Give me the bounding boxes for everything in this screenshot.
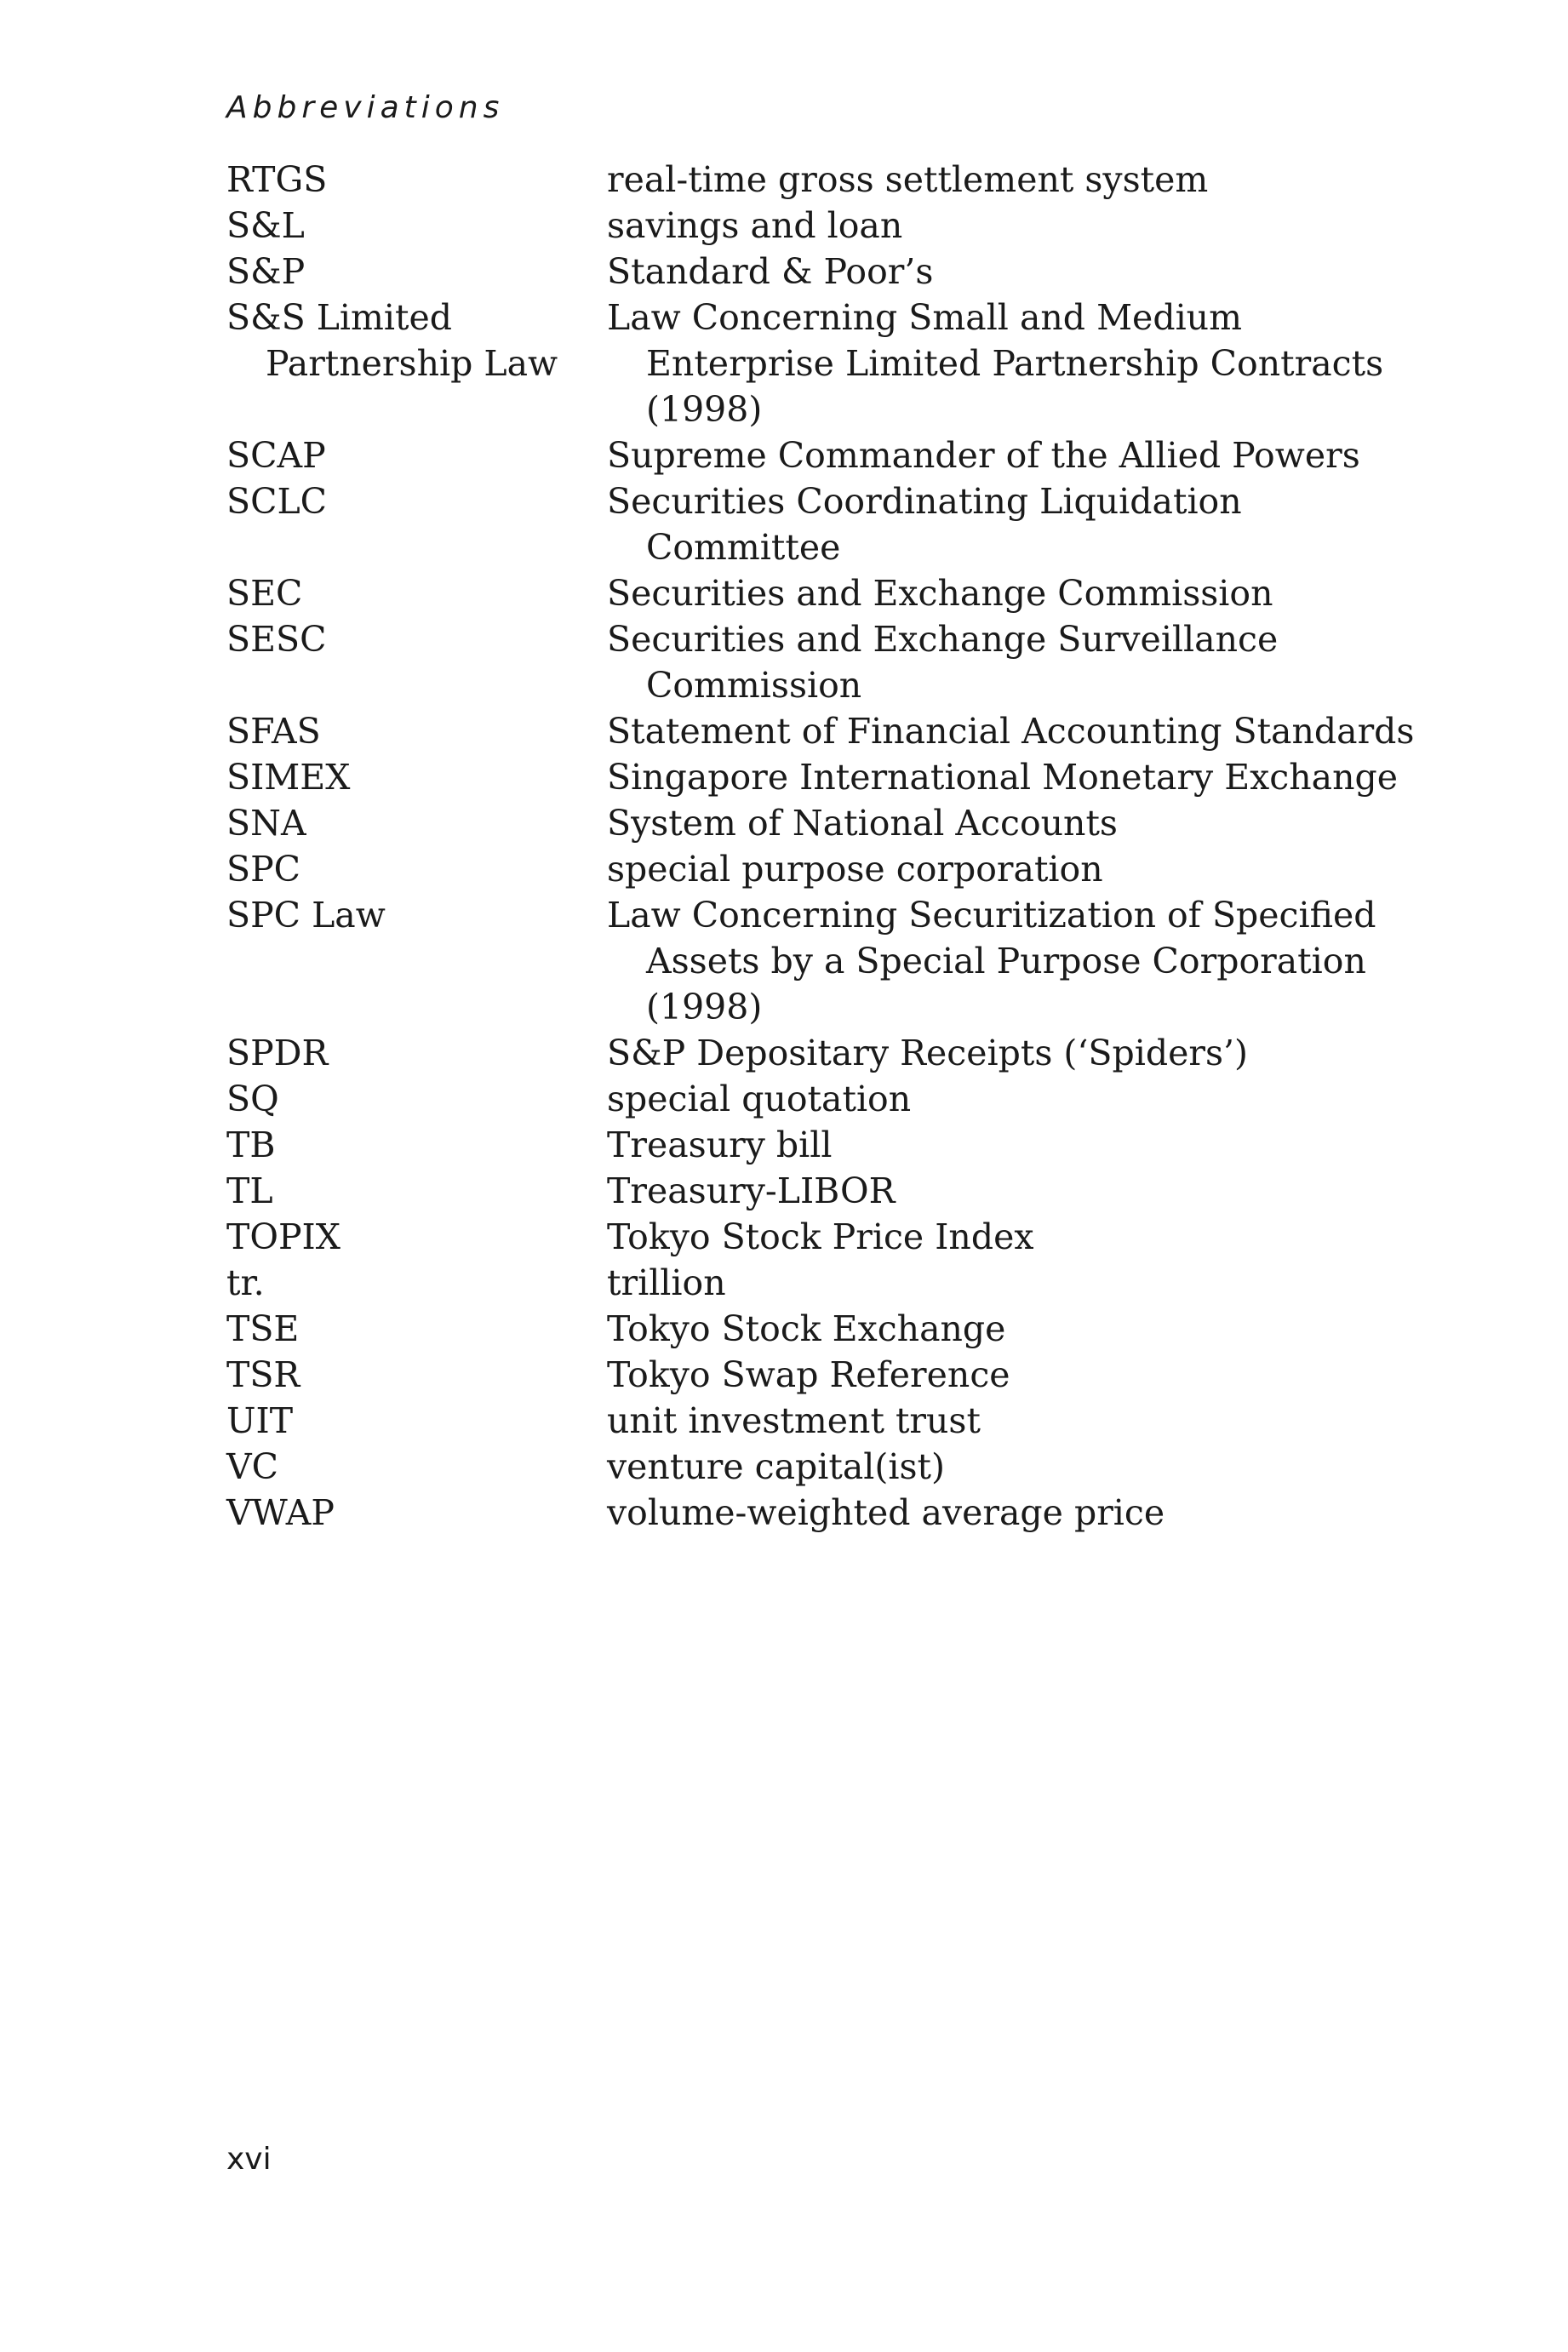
definition-line: Commission bbox=[646, 665, 862, 706]
abbreviation-definition bbox=[607, 1352, 1469, 1398]
abbreviation-definition bbox=[607, 432, 1469, 478]
definition-line: special purpose corporation bbox=[607, 849, 1103, 890]
abbreviation-definition bbox=[607, 1398, 1469, 1444]
term-line: SPC bbox=[226, 849, 301, 890]
abbreviation-entry bbox=[226, 1306, 1469, 1352]
abbreviation-definition bbox=[607, 616, 1469, 708]
abbreviation-term bbox=[226, 616, 607, 708]
abbreviation-entry bbox=[226, 846, 1469, 892]
term-line: SPDR bbox=[226, 1033, 329, 1073]
term-line: SCLC bbox=[226, 481, 328, 522]
abbreviation-definition bbox=[607, 1444, 1469, 1490]
term-line: SPC Law bbox=[226, 895, 386, 936]
abbreviation-entry bbox=[226, 295, 1469, 432]
term-line: SEC bbox=[226, 573, 303, 614]
definition-line: savings and loan bbox=[607, 205, 903, 246]
abbreviation-entry bbox=[226, 1490, 1469, 1536]
abbreviation-entry bbox=[226, 1076, 1469, 1122]
abbreviation-definition bbox=[607, 478, 1469, 570]
abbreviation-list bbox=[226, 157, 1469, 1536]
abbreviation-term bbox=[226, 1260, 607, 1306]
abbreviation-definition bbox=[607, 203, 1469, 249]
abbreviation-term bbox=[226, 570, 607, 616]
definition-line: Assets by a Special Purpose Corporation bbox=[646, 941, 1366, 981]
abbreviation-definition bbox=[607, 1260, 1469, 1306]
abbreviation-entry bbox=[226, 570, 1469, 616]
term-line: SFAS bbox=[226, 711, 321, 752]
abbreviation-entry bbox=[226, 1398, 1469, 1444]
definition-line: Standard & Poor’s bbox=[607, 251, 934, 292]
abbreviation-definition bbox=[607, 892, 1469, 1030]
definition-line: Committee bbox=[646, 527, 841, 568]
abbreviation-definition bbox=[607, 1076, 1469, 1122]
definition-line: (1998) bbox=[646, 987, 763, 1027]
abbreviation-term bbox=[226, 249, 607, 295]
term-line: SESC bbox=[226, 619, 327, 660]
term-line: TOPIX bbox=[226, 1216, 340, 1257]
page-number: xvi bbox=[226, 2142, 272, 2177]
abbreviation-entry bbox=[226, 1168, 1469, 1214]
term-line: TSR bbox=[226, 1354, 300, 1395]
abbreviation-entry bbox=[226, 1214, 1469, 1260]
abbreviation-entry bbox=[226, 616, 1469, 708]
abbreviation-entry bbox=[226, 754, 1469, 800]
abbreviation-definition bbox=[607, 249, 1469, 295]
term-line: TB bbox=[226, 1124, 276, 1165]
abbreviation-entry bbox=[226, 203, 1469, 249]
definition-line: Statement of Financial Accounting Standards bbox=[607, 711, 1415, 752]
abbreviation-definition bbox=[607, 157, 1469, 203]
term-line: S&L bbox=[226, 205, 305, 246]
term-line: SIMEX bbox=[226, 757, 351, 798]
definition-line: Law Concerning Securitization of Specified bbox=[607, 895, 1376, 936]
abbreviation-term bbox=[226, 295, 607, 432]
abbreviation-entry bbox=[226, 1352, 1469, 1398]
abbreviation-entry bbox=[226, 1030, 1469, 1076]
abbreviation-term bbox=[226, 892, 607, 1030]
abbreviation-term bbox=[226, 1076, 607, 1122]
abbreviation-definition bbox=[607, 1490, 1469, 1536]
definition-line: S&P Depositary Receipts (‘Spiders’) bbox=[607, 1033, 1249, 1073]
abbreviation-entry bbox=[226, 1260, 1469, 1306]
abbreviation-definition bbox=[607, 754, 1469, 800]
abbreviation-definition bbox=[607, 1122, 1469, 1168]
abbreviation-entry bbox=[226, 800, 1469, 846]
definition-line: real-time gross settlement system bbox=[607, 159, 1209, 200]
abbreviation-term bbox=[226, 1352, 607, 1398]
running-head: Abbreviations bbox=[226, 90, 505, 125]
term-line: SQ bbox=[226, 1079, 279, 1119]
definition-line: Treasury-LIBOR bbox=[607, 1170, 896, 1211]
term-line: S&P bbox=[226, 251, 306, 292]
definition-line: Supreme Commander of the Allied Powers bbox=[607, 435, 1360, 476]
abbreviation-term bbox=[226, 1214, 607, 1260]
abbreviation-term bbox=[226, 1030, 607, 1076]
definition-line: Securities and Exchange Commission bbox=[607, 573, 1273, 614]
definition-line: System of National Accounts bbox=[607, 803, 1118, 844]
abbreviation-entry bbox=[226, 432, 1469, 478]
abbreviation-term bbox=[226, 800, 607, 846]
definition-line: Securities Coordinating Liquidation bbox=[607, 481, 1242, 522]
term-line: Partnership Law bbox=[266, 343, 558, 384]
abbreviation-term bbox=[226, 1398, 607, 1444]
abbreviation-entry bbox=[226, 1444, 1469, 1490]
definition-line: Securities and Exchange Surveillance bbox=[607, 619, 1279, 660]
term-line: tr. bbox=[226, 1262, 265, 1303]
definition-line: Tokyo Swap Reference bbox=[607, 1354, 1010, 1395]
definition-line: Enterprise Limited Partnership Contracts bbox=[646, 343, 1384, 384]
definition-line: Singapore International Monetary Exchange bbox=[607, 757, 1399, 798]
definition-line: special quotation bbox=[607, 1079, 912, 1119]
abbreviation-definition bbox=[607, 1214, 1469, 1260]
abbreviation-term bbox=[226, 1490, 607, 1536]
definition-line: (1998) bbox=[646, 389, 763, 430]
abbreviation-definition bbox=[607, 1168, 1469, 1214]
definition-line: Tokyo Stock Exchange bbox=[607, 1308, 1006, 1349]
abbreviation-term bbox=[226, 432, 607, 478]
abbreviation-entry bbox=[226, 249, 1469, 295]
abbreviation-definition bbox=[607, 570, 1469, 616]
term-line: S&S Limited bbox=[226, 297, 453, 338]
abbreviation-term bbox=[226, 1168, 607, 1214]
abbreviation-entry bbox=[226, 478, 1469, 570]
abbreviation-definition bbox=[607, 800, 1469, 846]
term-line: UIT bbox=[226, 1400, 294, 1441]
definition-line: volume-weighted average price bbox=[607, 1492, 1165, 1533]
abbreviation-entry bbox=[226, 892, 1469, 1030]
definition-line: trillion bbox=[607, 1262, 726, 1303]
abbreviation-term bbox=[226, 478, 607, 570]
term-line: SCAP bbox=[226, 435, 326, 476]
term-line: VWAP bbox=[226, 1492, 335, 1533]
abbreviation-term bbox=[226, 1306, 607, 1352]
abbreviation-term bbox=[226, 1444, 607, 1490]
abbreviation-term bbox=[226, 203, 607, 249]
term-line: TL bbox=[226, 1170, 273, 1211]
term-line: RTGS bbox=[226, 159, 328, 200]
abbreviation-definition bbox=[607, 708, 1469, 754]
abbreviation-definition bbox=[607, 846, 1469, 892]
abbreviation-definition bbox=[607, 295, 1469, 432]
abbreviation-definition bbox=[607, 1306, 1469, 1352]
abbreviation-term bbox=[226, 708, 607, 754]
abbreviation-entry bbox=[226, 708, 1469, 754]
definition-line: Tokyo Stock Price Index bbox=[607, 1216, 1034, 1257]
definition-line: Treasury bill bbox=[607, 1124, 833, 1165]
abbreviation-term bbox=[226, 1122, 607, 1168]
abbreviation-term bbox=[226, 754, 607, 800]
abbreviation-definition bbox=[607, 1030, 1469, 1076]
definition-line: venture capital(ist) bbox=[607, 1446, 946, 1487]
term-line: TSE bbox=[226, 1308, 300, 1349]
definition-line: Law Concerning Small and Medium bbox=[607, 297, 1242, 338]
abbreviation-term bbox=[226, 157, 607, 203]
term-line: VC bbox=[226, 1446, 278, 1487]
term-line: SNA bbox=[226, 803, 306, 844]
abbreviation-entry bbox=[226, 157, 1469, 203]
definition-line: unit investment trust bbox=[607, 1400, 981, 1441]
abbreviation-entry bbox=[226, 1122, 1469, 1168]
abbreviation-term bbox=[226, 846, 607, 892]
